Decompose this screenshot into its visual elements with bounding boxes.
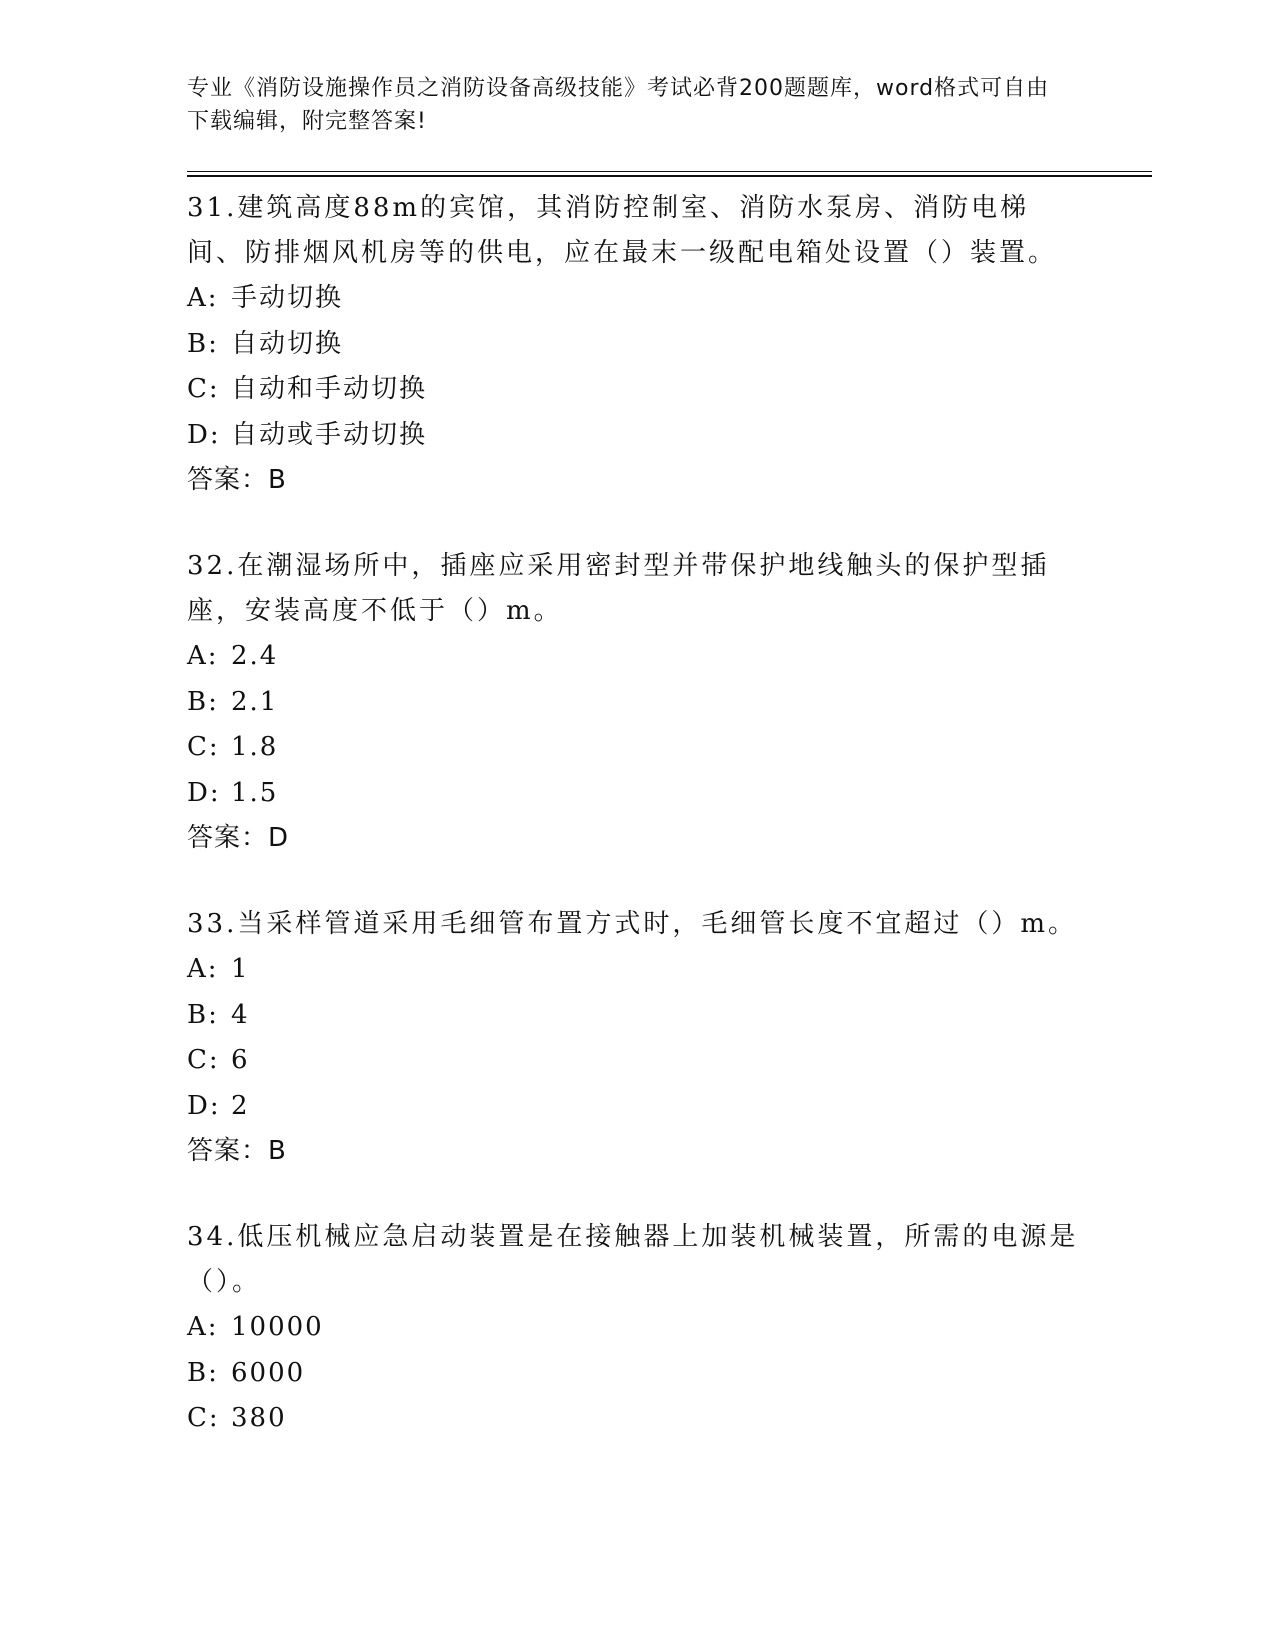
question-stem: 34.低压机械应急启动装置是在接触器上加装机械装置，所需的电源是（）。 [187,1222,1079,1297]
option-b [187,1351,1087,1397]
option-key: D: [187,419,221,450]
option-a [187,276,1087,322]
option-c [187,725,1087,771]
option-key: C: [187,732,220,762]
question-32 [187,544,1087,861]
question-stem: 31.建筑高度88m的宾馆，其消防控制室、消防水泵房、消防电梯间、防排烟风机房等的供电，应在最末一级配电箱处设置（）装置。 [187,193,1058,268]
option-text: 380 [231,1403,287,1433]
header-divider-thin [187,171,1152,172]
option-text: 1.8 [231,732,279,762]
question-stem: 32.在潮湿场所中，插座应采用密封型并带保护地线触头的保护型插座，安装高度不低于（）m。 [187,551,1050,626]
option-b [187,322,1087,368]
option-key: C: [187,1403,220,1433]
option-key: B: [187,686,219,717]
option-key: B: [187,999,219,1030]
option-a [187,634,1087,680]
option-text: 自动或手动切换 [231,419,428,450]
option-key: D: [187,777,221,808]
question-34 [187,1215,1087,1442]
option-c [187,1396,1087,1442]
option-b [187,993,1087,1039]
document-header: 专业《消防设施操作员之消防设备高级技能》考试必背200题题库，word格式可自由下载编辑，附完整答案! [187,76,1050,134]
option-text: 2 [231,1090,250,1121]
option-key: A: [187,283,219,313]
option-key: B: [187,1357,219,1388]
option-a [187,1305,1087,1351]
option-b [187,680,1087,726]
option-text: 6 [231,1045,250,1075]
option-key: D: [187,1090,221,1121]
option-key: A: [187,954,219,984]
option-d [187,413,1087,459]
option-a [187,947,1087,993]
question-33 [187,902,1087,1174]
option-d [187,771,1087,817]
option-key: C: [187,374,220,404]
option-text: 4 [231,999,250,1030]
option-c [187,367,1087,413]
option-d [187,1084,1087,1130]
option-text: 6000 [231,1357,306,1388]
question-list [187,186,1087,1483]
header-divider-thick [187,175,1152,177]
option-key: A: [187,641,219,671]
answer-line: 答案：B [187,1136,287,1166]
option-c [187,1038,1087,1084]
option-text: 1.5 [231,777,279,808]
question-31 [187,186,1087,503]
option-text: 2.4 [231,641,279,671]
option-key: C: [187,1045,220,1075]
answer-line: 答案：B [187,465,287,495]
option-text: 10000 [231,1312,324,1342]
option-text: 2.1 [231,686,279,717]
question-stem: 33.当采样管道采用毛细管布置方式时，毛细管长度不宜超过（）m。 [187,909,1078,939]
option-text: 自动切换 [231,328,344,359]
option-text: 1 [231,954,250,984]
option-text: 自动和手动切换 [231,374,428,404]
answer-line: 答案：D [187,823,290,853]
option-key: B: [187,328,219,359]
option-text: 手动切换 [231,283,344,313]
option-key: A: [187,1312,219,1342]
